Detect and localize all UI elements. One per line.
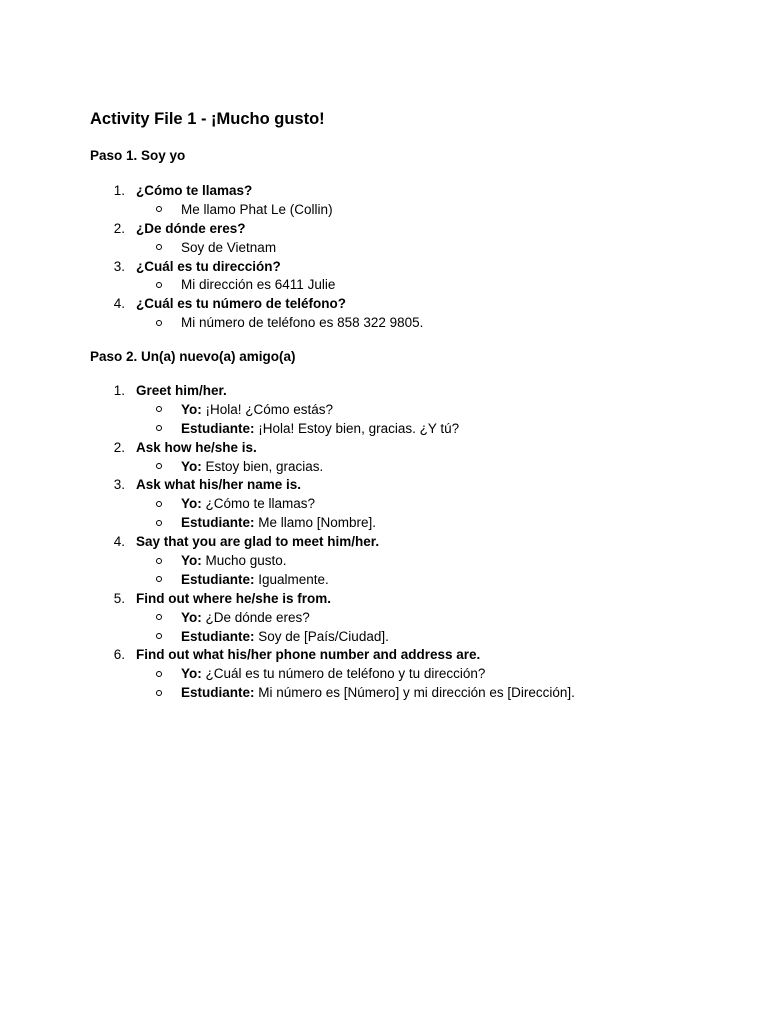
dialogue-content: Mi número es [Número] y mi dirección es [Dirección]. <box>254 685 575 701</box>
dialogue-content: Me llamo [Nombre]. <box>254 515 377 531</box>
prompt-text: Greet him/her. <box>136 383 227 398</box>
hollow-bullet-icon <box>156 576 162 582</box>
hollow-bullet-icon <box>156 282 162 288</box>
dialogue-text <box>181 458 323 477</box>
hollow-bullet-icon <box>156 206 162 212</box>
hollow-bullet-icon <box>156 614 162 620</box>
paso2-heading: Paso 2. Un(a) nuevo(a) amigo(a) <box>90 349 296 364</box>
answer-text: Me llamo Phat Le (Collin) <box>181 201 333 217</box>
dialogue-text <box>181 495 315 514</box>
speaker-label: Yo: <box>181 666 202 682</box>
dialogue-content: Soy de [País/Ciudad]. <box>254 628 389 644</box>
speaker-label: Yo: <box>181 609 202 625</box>
question-text: ¿Cómo te llamas? <box>136 183 253 198</box>
speaker-label: Yo: <box>181 458 202 474</box>
dialogue-text <box>181 628 389 647</box>
dialogue-text <box>181 420 459 439</box>
dialogue-text <box>181 665 485 684</box>
prompt-text: Say that you are glad to meet him/her. <box>136 534 380 550</box>
hollow-bullet-icon <box>156 558 162 564</box>
list-number: 4. <box>113 296 125 312</box>
answer-text: Mi dirección es 6411 Julie <box>181 277 336 293</box>
dialogue-content: ¿Cuál es tu número de teléfono y tu dirección? <box>201 666 486 682</box>
list-number: 2. <box>113 439 125 455</box>
prompt-text: Ask how he/she is. <box>136 439 257 455</box>
dialogue-text <box>181 571 329 590</box>
speaker-label: Estudiante: <box>181 571 255 587</box>
speaker-label: Yo: <box>181 401 202 417</box>
hollow-bullet-icon <box>156 671 162 677</box>
dialogue-text <box>181 684 575 703</box>
dialogue-content: ¡Hola! Estoy bien, gracias. ¿Y tú? <box>254 420 460 436</box>
question-text: ¿Cuál es tu número de teléfono? <box>136 296 347 312</box>
speaker-label: Estudiante: <box>181 628 255 644</box>
speaker-label: Estudiante: <box>181 420 255 436</box>
answer-text: Soy de Vietnam <box>181 239 277 255</box>
list-number: 5. <box>113 590 125 606</box>
hollow-bullet-icon <box>156 244 162 250</box>
dialogue-content: ¿De dónde eres? <box>201 609 310 625</box>
hollow-bullet-icon <box>156 690 162 696</box>
dialogue-content: Mucho gusto. <box>201 553 287 569</box>
list-number: 1. <box>113 183 125 198</box>
speaker-label: Yo: <box>181 553 202 569</box>
list-number: 3. <box>113 477 125 493</box>
paso1-heading: Paso 1. Soy yo <box>90 148 186 163</box>
speaker-label: Estudiante: <box>181 515 255 531</box>
question-text: ¿De dónde eres? <box>136 220 246 236</box>
answer-text: Mi número de teléfono es 858 322 9805. <box>181 315 424 331</box>
speaker-label: Estudiante: <box>181 685 255 701</box>
question-text: ¿Cuál es tu dirección? <box>136 258 281 274</box>
list-number: 6. <box>113 647 125 663</box>
dialogue-content: ¿Cómo te llamas? <box>201 496 316 512</box>
dialogue-text <box>181 552 287 571</box>
dialogue-text <box>181 401 333 420</box>
prompt-text: Find out where he/she is from. <box>136 590 332 606</box>
dialogue-text <box>181 609 310 628</box>
list-number: 4. <box>113 534 125 550</box>
dialogue-text <box>181 514 376 533</box>
list-number: 1. <box>113 383 125 398</box>
dialogue-content: Estoy bien, gracias. <box>201 458 324 474</box>
document-title: Activity File 1 - ¡Mucho gusto! <box>90 110 325 128</box>
prompt-text: Ask what his/her name is. <box>136 477 302 493</box>
hollow-bullet-icon <box>156 320 162 326</box>
dialogue-content: Igualmente. <box>254 571 329 587</box>
list-number: 3. <box>113 258 125 274</box>
hollow-bullet-icon <box>156 425 162 431</box>
speaker-label: Yo: <box>181 496 202 512</box>
list-number: 2. <box>113 220 125 236</box>
hollow-bullet-icon <box>156 463 162 469</box>
dialogue-content: ¡Hola! ¿Cómo estás? <box>201 401 334 417</box>
prompt-text: Find out what his/her phone number and address are. <box>136 647 481 663</box>
hollow-bullet-icon <box>156 520 162 526</box>
hollow-bullet-icon <box>156 633 162 639</box>
hollow-bullet-icon <box>156 501 162 507</box>
hollow-bullet-icon <box>156 406 162 412</box>
